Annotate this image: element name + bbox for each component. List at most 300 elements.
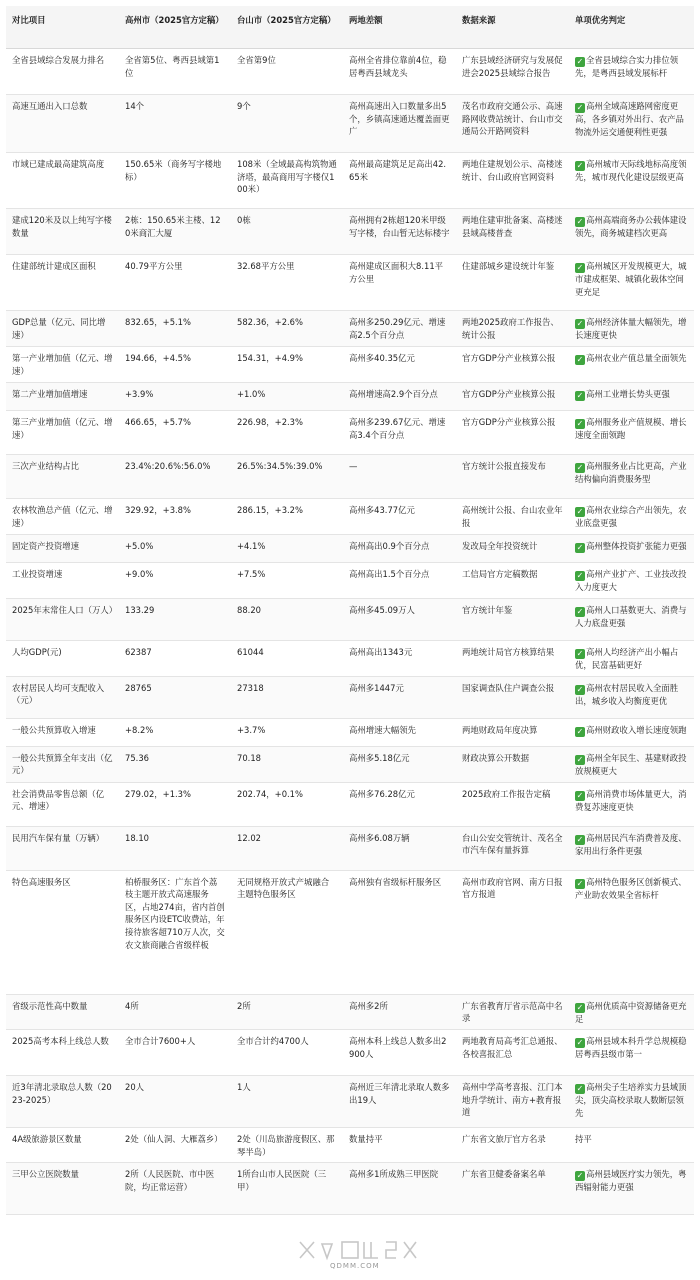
row-source-text: 两地住建审批备案、高楼迷县域高楼普查 [462,215,563,238]
row-taishan [231,209,343,255]
row-taishan-text: 2处（川岛旅游度假区、那琴半岛） [237,1134,335,1157]
row-source-text: 住建部城乡建设统计年鉴 [462,261,555,271]
row-source [456,1163,569,1215]
check-icon: ✓ [576,217,584,226]
row-diff [343,640,456,676]
row-diff [343,870,456,994]
row-source [456,95,569,153]
check-icon: ✓ [576,57,584,66]
row-item-text: 特色高速服务区 [12,876,71,887]
row-verdict-text: 高州服务业占比更高，产业结构偏向消费服务型 [575,461,687,484]
row-item-text: GDP总量（亿元、同比增速） [12,317,106,340]
row-item [6,255,119,311]
row-diff-text: 高州全省排位靠前4位，稳居粤西县域龙头 [349,55,447,78]
row-diff [343,994,456,1030]
row-item [6,640,119,676]
row-item-text: 人均GDP(元) [12,646,62,657]
row-taishan-text: 全省第9位 [237,55,276,65]
check-icon: ✓ [576,391,584,400]
row-verdict-text: 高州人均经济产出小幅占优，民富基础更好 [575,646,679,670]
row-item-text: 2025高考本科上线总人数 [12,1036,109,1047]
table-row [6,209,694,255]
row-diff-text: 高州多76.28亿元 [349,788,415,799]
check-icon: ✓ [576,507,584,516]
row-diff-text: 高州高出1343元 [349,646,413,657]
row-item [6,746,119,782]
row-gaozhou [119,718,231,746]
row-taishan [231,95,343,153]
row-gaozhou-text: +8.2% [125,724,154,735]
row-diff-text: — [349,461,358,471]
row-verdict [569,640,694,676]
table-row [6,311,694,347]
row-verdict [569,455,694,499]
row-gaozhou [119,563,231,599]
row-item [6,153,119,209]
header-gaozhou: 高州市（2025官方定稿） [119,6,231,49]
row-gaozhou-text: 全市合计7600+人 [125,1036,196,1047]
row-source-text: 官方GDP分产业核算公报 [462,389,556,399]
row-taishan [231,826,343,870]
row-taishan-text: +7.5% [237,569,266,579]
row-taishan [231,870,343,994]
row-gaozhou [119,383,231,411]
header-item: 对比项目 [6,6,119,49]
row-gaozhou-text: 194.66，+4.5% [125,353,191,363]
row-source [456,870,569,994]
row-gaozhou [119,676,231,718]
row-verdict [569,499,694,535]
row-taishan [231,1076,343,1128]
row-diff [343,1128,456,1163]
check-icon: ✓ [576,463,584,472]
row-verdict-text: 高州农业产值总量全面领先 [586,353,687,363]
row-verdict [569,782,694,826]
row-verdict [569,870,694,994]
row-verdict-text: 高州产业扩产、工业技改投入力度更大 [575,569,687,592]
row-verdict [569,718,694,746]
check-icon: ✓ [576,419,584,428]
row-gaozhou [119,1076,231,1128]
row-diff-text: 高州本科上线总人数多出2900人 [349,1036,447,1059]
row-gaozhou-text: 23.4%:20.6%:56.0% [125,461,211,471]
row-taishan-text: 26.5%:34.5%:39.0% [237,461,323,471]
table-row [6,535,694,563]
row-source-text: 茂名市政府交通公示、高速路网收费站统计、台山市交通局公开路网资料 [462,101,563,137]
row-diff-text: 高州增速高2.9个百分点 [349,389,438,399]
row-verdict-text: 高州高端商务办公载体建设领先，商务城建档次更高 [575,215,687,238]
row-source [456,640,569,676]
row-gaozhou [119,153,231,209]
table-row [6,563,694,599]
row-item-text: 市域已建成最高建筑高度 [12,159,105,169]
row-taishan [231,49,343,95]
row-verdict [569,676,694,718]
header-diff: 两地差额 [343,6,456,49]
check-icon: ✓ [576,161,584,170]
row-gaozhou [119,347,231,383]
row-item-text: 一般公共预算全年支出（亿元） [12,752,113,776]
row-gaozhou [119,499,231,535]
row-diff-text: 高州独有省级标杆服务区 [349,876,442,887]
row-source [456,826,569,870]
row-verdict-text: 高州县域本科升学总规模稳居粤西县级市第一 [575,1036,687,1060]
row-taishan-text: 70.18 [237,752,261,763]
check-icon: ✓ [576,1084,584,1094]
row-source [456,1128,569,1163]
row-item [6,311,119,347]
row-gaozhou [119,455,231,499]
row-item-text: 民用汽车保有量（万辆） [12,832,105,843]
row-gaozhou-text: 4所 [125,1000,139,1011]
row-item-text: 三甲公立医院数量 [12,1169,79,1180]
row-taishan-text: 88.20 [237,604,261,615]
row-source-text: 高州市政府官网、南方日报官方报道 [462,876,563,900]
row-gaozhou [119,535,231,563]
table-row [6,598,694,640]
row-item-text: 全省县域综合发展力排名 [12,55,105,65]
row-diff-text: 数量持平 [349,1134,383,1145]
table-header-row [6,6,694,49]
row-verdict-text: 高州农业综合产出领先，农业底盘更强 [575,505,687,528]
table-row [6,1128,694,1163]
row-gaozhou [119,1128,231,1163]
row-source [456,535,569,563]
row-gaozhou-text: 133.29 [125,604,155,615]
row-diff-text: 高州高速出入口数量多出5个，乡镇高速通达覆盖面更广 [349,101,450,137]
row-item [6,994,119,1030]
row-source-text: 工信局官方定稿数据 [462,569,538,579]
row-gaozhou [119,994,231,1030]
row-item [6,1163,119,1215]
check-icon: ✓ [576,648,584,658]
row-diff [343,49,456,95]
row-source-text: 两地统计局官方核算结果 [462,646,555,657]
row-item [6,411,119,455]
row-gaozhou [119,1163,231,1215]
table-row [6,718,694,746]
row-verdict-text: 高州城市天际线地标高度领先，城市现代化建设层级更高 [575,159,687,182]
check-icon: ✓ [576,790,584,800]
row-source [456,499,569,535]
row-taishan-text: 286.15，+3.2% [237,505,303,515]
row-source-text: 两地住建规划公示、高楼迷统计、台山政府官网资料 [462,159,563,182]
row-taishan [231,640,343,676]
row-diff-text: 高州多2所 [349,1000,388,1011]
row-item-text: 省级示范性高中数量 [12,1000,88,1011]
row-diff-text: 高州多45.09万人 [349,604,415,615]
row-taishan-text: 226.98，+2.3% [237,417,303,427]
check-icon: ✓ [576,319,584,328]
row-taishan [231,1163,343,1215]
row-source [456,563,569,599]
row-diff [343,255,456,311]
check-icon: ✓ [576,103,584,112]
comparison-table [6,6,694,1215]
row-verdict [569,347,694,383]
table-row [6,1163,694,1215]
row-item-text: 农村居民人均可支配收入（元） [12,682,105,706]
row-item-text: 三次产业结构占比 [12,461,79,471]
row-item-text: 第三产业增加值（亿元、增速） [12,417,113,440]
row-gaozhou-text: 全省第5位、粤西县域第1位 [125,55,220,78]
row-source-text: 广东县域经济研究与发展促进会2025县域综合报告 [462,55,563,78]
row-taishan [231,563,343,599]
row-gaozhou-text: 柏桥服务区：广东首个荔枝主题开放式高速服务区，占地274亩，省内首创服务区内设ETC收费站，年接待旅客超710万人次，交农文旅商融合省级样板 [125,876,225,950]
row-diff [343,499,456,535]
row-item [6,95,119,153]
row-diff [343,455,456,499]
row-item-text: 近3年清北录取总人数（2023-2025） [12,1082,112,1105]
row-verdict-text: 高州特色服务区创新模式、产业助农效果全省标杆 [575,876,687,900]
row-gaozhou-text: 279.02，+1.3% [125,788,191,799]
watermark-text: QDMM.COM [330,1262,380,1270]
row-item [6,676,119,718]
row-source [456,153,569,209]
row-gaozhou [119,311,231,347]
row-verdict-text: 高州服务业产值规模、增长速度全面领跑 [575,417,687,440]
row-source-text: 发改局全年投资统计 [462,541,538,551]
row-verdict-text: 高州居民汽车消费普及度、家用出行条件更强 [575,832,687,856]
row-taishan-text: 1所台山市人民医院（三甲） [237,1169,327,1192]
row-diff [343,676,456,718]
row-source [456,1030,569,1076]
row-diff [343,1076,456,1128]
check-icon: ✓ [576,263,584,272]
check-icon: ✓ [576,1171,584,1181]
row-verdict [569,209,694,255]
row-diff [343,782,456,826]
row-taishan-text: 202.74，+0.1% [237,788,303,799]
row-gaozhou-text: 2栋：150.65米主楼、120米商汇大厦 [125,215,221,238]
row-verdict [569,1128,694,1163]
row-source [456,718,569,746]
row-diff [343,209,456,255]
row-verdict [569,153,694,209]
row-source-text: 财政决算公开数据 [462,752,529,763]
row-gaozhou [119,870,231,994]
row-verdict-text: 高州全域高速路网密度更高，各乡镇对外出行、农产品物流外运交通便利性更强 [575,101,684,137]
row-gaozhou [119,782,231,826]
row-taishan [231,598,343,640]
row-taishan-text: +1.0% [237,389,266,399]
row-item-text: 工业投资增速 [12,569,63,579]
row-taishan [231,499,343,535]
row-taishan [231,311,343,347]
row-source-text: 广东省卫健委备案名单 [462,1169,546,1180]
table-row [6,455,694,499]
check-icon: ✓ [576,606,584,616]
row-source [456,411,569,455]
row-taishan-text: 108米（全域最高构筑物通济塔，最高商用写字楼仅100米） [237,159,337,195]
row-verdict-text: 持平 [575,1134,592,1145]
check-icon: ✓ [576,355,584,364]
row-gaozhou-text: 2所（人民医院、市中医院，均正常运营） [125,1169,215,1192]
check-icon: ✓ [576,754,584,764]
row-diff [343,563,456,599]
row-diff [343,153,456,209]
row-diff [343,95,456,153]
table-row [6,1030,694,1076]
row-source [456,994,569,1030]
row-verdict [569,598,694,640]
row-item-text: 一般公共预算收入增速 [12,724,96,735]
row-taishan [231,746,343,782]
row-source [456,49,569,95]
table-row [6,499,694,535]
row-source-text: 国家调查队住户调查公报 [462,682,555,693]
row-verdict [569,1163,694,1215]
row-source-text: 两地2025政府工作报告、统计公报 [462,317,559,340]
row-diff-text: 高州增速大幅领先 [349,724,416,735]
row-item-text: 2025年末常住人口（万人） [12,604,118,615]
row-taishan [231,455,343,499]
row-taishan [231,535,343,563]
row-verdict [569,411,694,455]
row-item [6,1128,119,1163]
row-source [456,209,569,255]
row-diff-text: 高州近三年清北录取人数多出19人 [349,1082,450,1105]
row-verdict-text: 高州经济体量大幅领先，增长速度更快 [575,317,687,340]
row-item [6,870,119,994]
row-source-text: 高州统计公报、台山农业年报 [462,505,563,528]
header-taishan: 台山市（2025官方定稿） [231,6,343,49]
row-taishan-text: 61044 [237,646,264,657]
row-gaozhou [119,49,231,95]
check-icon: ✓ [576,1038,584,1048]
row-gaozhou-text: +3.9% [125,389,154,399]
row-taishan [231,718,343,746]
row-gaozhou-text: 20人 [125,1082,145,1093]
row-taishan-text: 32.68平方公里 [237,261,295,271]
row-taishan [231,411,343,455]
check-icon: ✓ [576,878,584,888]
row-item [6,782,119,826]
row-diff-text: 高州多40.35亿元 [349,353,415,363]
row-diff-text: 高州高出1.5个百分点 [349,569,430,579]
row-verdict-text: 高州优质高中资源储备更充足 [575,1000,687,1024]
row-source-text: 官方GDP分产业核算公报 [462,353,556,363]
row-verdict-text: 高州消费市场体量更大，消费复苏速度更快 [575,788,687,812]
row-source-text: 广东省文旅厅官方名录 [462,1134,546,1145]
row-diff-text: 高州多5.18亿元 [349,752,410,763]
row-item [6,826,119,870]
row-gaozhou-text: 28765 [125,682,152,693]
row-gaozhou [119,255,231,311]
row-item-text: 社会消费品零售总额（亿元、增速） [12,788,105,812]
row-taishan-text: 全市合计约4700人 [237,1036,309,1047]
row-gaozhou-text: +5.0% [125,541,154,551]
row-gaozhou [119,209,231,255]
row-source-text: 官方统计年鉴 [462,604,513,615]
row-gaozhou-text: 466.65，+5.7% [125,417,191,427]
row-taishan-text: 12.02 [237,832,261,843]
row-diff [343,718,456,746]
row-diff-text: 高州多250.29亿元、增速高2.5个百分点 [349,317,446,340]
row-verdict-text: 高州整体投资扩张能力更强 [586,541,687,551]
row-diff-text: 高州最高建筑足足高出42.65米 [349,159,447,182]
row-gaozhou [119,746,231,782]
row-diff [343,311,456,347]
row-item-text: 第一产业增加值（亿元、增速） [12,353,113,376]
row-diff-text: 高州多43.77亿元 [349,505,415,515]
check-icon: ✓ [576,543,584,552]
row-verdict-text: 高州人口基数更大、消费与人力底盘更强 [575,604,687,628]
row-verdict [569,255,694,311]
table-row [6,640,694,676]
table-row [6,1076,694,1128]
row-item [6,1030,119,1076]
row-gaozhou-text: 18.10 [125,832,149,843]
row-source-text: 两地财政局年度决算 [462,724,538,735]
row-source-text: 高州中学高考喜报、江门本地升学统计、南方+教育报道 [462,1082,563,1118]
row-item [6,598,119,640]
row-source [456,746,569,782]
table-row [6,411,694,455]
check-icon: ✓ [576,571,584,580]
row-item [6,49,119,95]
row-gaozhou-text: 40.79平方公里 [125,261,183,271]
row-verdict [569,746,694,782]
check-icon: ✓ [576,834,584,844]
row-verdict [569,826,694,870]
row-gaozhou [119,411,231,455]
row-item [6,535,119,563]
row-source [456,311,569,347]
table-row [6,383,694,411]
check-icon: ✓ [576,1002,584,1012]
row-taishan [231,676,343,718]
row-item-text: 高速互通出入口总数 [12,101,88,111]
row-verdict-text: 高州尖子生培养实力县域顶尖，顶尖高校录取人数断层领先 [575,1082,687,1118]
row-taishan-text: 2所 [237,1000,251,1011]
row-diff [343,347,456,383]
check-icon: ✓ [576,684,584,694]
row-item-text: 建成120米及以上纯写字楼数量 [12,215,112,238]
row-item-text: 农林牧渔总产值（亿元、增速） [12,505,113,528]
row-source [456,598,569,640]
row-verdict-text: 高州城区开发规模更大，城市建成框架、城镇化载体空间更充足 [575,261,687,297]
row-verdict-text: 高州工业增长势头更强 [586,389,670,399]
row-item-text: 第二产业增加值增速 [12,389,88,399]
row-diff [343,598,456,640]
row-diff [343,746,456,782]
row-verdict-text: 高州财政收入增长速度领跑 [586,724,687,735]
row-diff-text: 高州高出0.9个百分点 [349,541,430,551]
row-diff-text: 高州建成区面积大8.11平方公里 [349,261,444,284]
table-row [6,95,694,153]
row-item [6,209,119,255]
row-verdict-text: 全省县域综合实力排位领先，是粤西县域发展标杆 [575,55,679,78]
row-gaozhou-text: 2处（仙人洞、大雁荔乡） [125,1134,223,1145]
row-gaozhou [119,598,231,640]
row-item [6,455,119,499]
row-diff [343,1030,456,1076]
row-verdict [569,95,694,153]
row-source [456,255,569,311]
row-verdict [569,1076,694,1128]
row-taishan [231,153,343,209]
row-verdict [569,311,694,347]
row-taishan-text: 154.31，+4.9% [237,353,303,363]
header-source: 数据来源 [456,6,569,49]
row-verdict [569,1030,694,1076]
row-taishan [231,782,343,826]
row-taishan-text: 无同规格开放式产城融合主题特色服务区 [237,876,330,900]
row-gaozhou-text: 75.36 [125,752,149,763]
row-verdict [569,994,694,1030]
row-taishan-text: 1人 [237,1082,251,1093]
